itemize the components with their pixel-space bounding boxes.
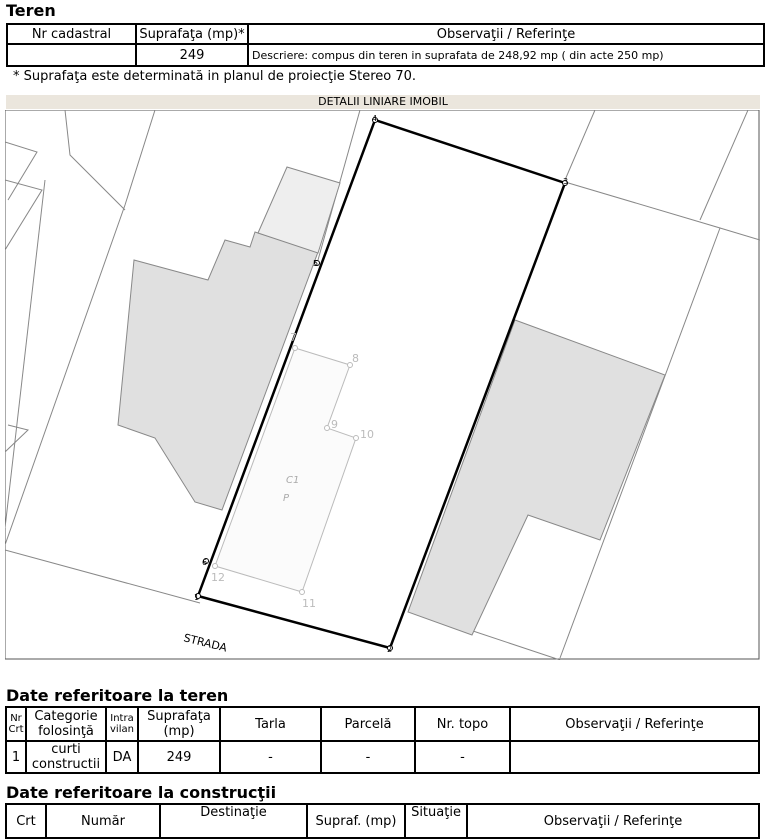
plan-title-bar: DETALII LINIARE IMOBIL [6,95,760,109]
table-row [6,741,759,773]
cadastral-plan [5,110,760,660]
point-label-9: 9 [331,418,338,431]
cell-suprafata-mp: 249 [138,741,220,773]
section-title-date-constructii: Date referitoare la construcţii [6,783,277,802]
header-destinatie: Destinaţie [160,804,307,838]
point-label-5: 5 [313,259,319,268]
point-label-6: 6 [202,558,208,567]
header-crt: Crt [6,804,46,838]
building-label-c1: C1 [286,475,300,486]
point-label-2: 2 [387,645,393,654]
section-title-teren: Teren [6,1,56,20]
header-tarla: Tarla [220,707,321,741]
cell-nr: 1 [6,741,26,773]
date-constructii-table [5,803,760,839]
point-label-4: 4 [372,114,378,123]
cell-suprafata: 249 [136,44,248,66]
header-supraf: Supraf. (mp) [307,804,405,838]
point-label-1: 1 [194,593,200,602]
building-sublabel: P [283,493,290,504]
cell-nr-cadastral [7,44,136,66]
header-observatii-teren: Observaţii / Referinţe [510,707,759,741]
point-label-3: 3 [563,177,569,186]
section-title-date-teren: Date referitoare la teren [6,686,229,705]
footnote: * Suprafaţa este determinată in planul de proiecţie Stereo 70. [13,69,417,84]
header-nr-cadastral: Nr cadastral [7,24,136,44]
header-categorie: Categorie folosinţă [26,707,106,741]
street-label: STRADA [182,631,229,655]
cell-intravilan: DA [106,741,138,773]
header-observatii: Observaţii / Referinţe [248,24,764,44]
cell-tarla: - [220,741,321,773]
point-label-10: 10 [360,428,374,441]
point-label-8: 8 [352,352,359,365]
point-label-11: 11 [302,597,316,610]
cell-nr-topo: - [415,741,510,773]
header-numar: Număr [46,804,160,838]
header-nr-crt: Nr Crt [6,707,26,741]
header-parcela: Parcelă [321,707,415,741]
point-label-12: 12 [211,571,225,584]
header-suprafata: Suprafaţa (mp)* [136,24,248,44]
header-nr-topo: Nr. topo [415,707,510,741]
header-observatii-constructii: Observaţii / Referinţe [467,804,759,838]
cell-observatii [510,741,759,773]
header-intravilan: Intra vilan [106,707,138,741]
date-teren-table [5,706,760,774]
cell-descriere: Descriere: compus din teren in suprafata de 248,92 mp ( din acte 250 mp) [248,44,764,66]
cell-parcela: - [321,741,415,773]
point-label-7: 7 [290,331,297,344]
cell-categorie: curti constructii [26,741,106,773]
header-suprafata-mp: Suprafaţa (mp) [138,707,220,741]
header-situatie: Situaţie [405,804,467,838]
teren-table [6,23,765,67]
